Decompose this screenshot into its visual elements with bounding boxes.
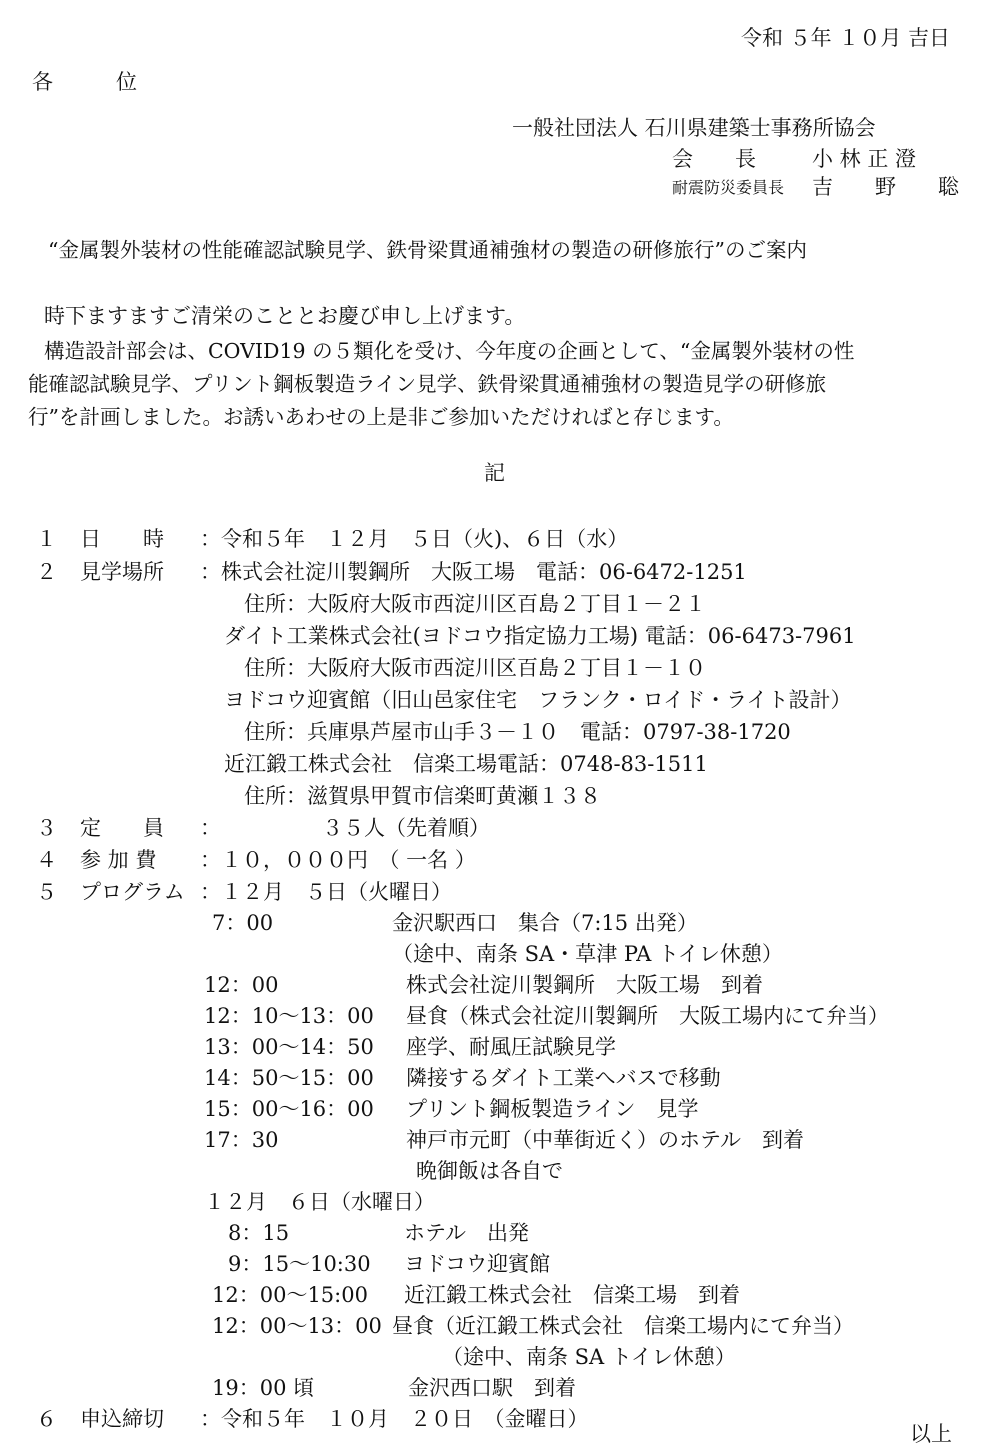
- item-number: ５: [36, 880, 57, 904]
- program-time: 13：00～14：50: [204, 1035, 374, 1059]
- visit-place-line-8: 住所：滋賀県甲賀市信楽町黄瀬１３８: [244, 784, 601, 808]
- program-time: 19：00 頃: [212, 1376, 315, 1400]
- ki-heading: 記: [484, 461, 505, 485]
- program-desc: プリント鋼板製造ライン 見学: [406, 1097, 699, 1121]
- body-line-3: 行”を計画しました。お誘いあわせの上是非ご参加いただければと存じます。: [28, 405, 734, 429]
- body-line-2: 能確認試験見学、プリント鋼板製造ライン見学、鉄骨梁貫通補強材の製造見学の研修旅: [28, 372, 827, 396]
- item-value-fee: ：１０，０００円 （ 一名 ）: [200, 848, 476, 872]
- item-label-deadline: 申込締切: [80, 1407, 164, 1431]
- program-desc: 株式会社淀川製鋼所 大阪工場 到着: [406, 973, 763, 997]
- sender1-title: 会 長: [672, 147, 756, 171]
- program-time: 12：10～13：00: [204, 1004, 374, 1028]
- program-desc: 晩御飯は各自で: [416, 1159, 563, 1183]
- visit-place-line-6: 住所：兵庫県芦屋市山手３－１０ 電話：0797-38-1720: [244, 720, 791, 744]
- program-desc: （途中、南条 SA・草津 PA トイレ休憩）: [392, 942, 783, 966]
- sender2-title: 耐震防災委員長: [672, 178, 785, 197]
- item-label-program: プログラム: [80, 880, 185, 904]
- program-time: 14：50～15：00: [204, 1066, 374, 1090]
- item-label-fee: 参 加 費: [80, 848, 157, 872]
- sender1-name: 小 林 正 澄: [812, 147, 917, 171]
- program-desc: 金沢駅西口 集合（7:15 出発）: [392, 911, 698, 935]
- greeting-paragraph: 時下ますますご清栄のこととお慶び申し上げます。: [44, 304, 526, 328]
- program-desc: 神戸市元町（中華街近く）のホテル 到着: [406, 1128, 804, 1152]
- program-time: 15：00～16：00: [204, 1097, 374, 1121]
- item-number: １: [36, 527, 57, 551]
- program-time: 12：00～13：00: [212, 1314, 382, 1338]
- program-desc: 座学、耐風圧試験見学: [406, 1035, 616, 1059]
- item-label-capacity: 定 員: [80, 816, 164, 840]
- visit-place-line-7: 近江鍛工株式会社 信楽工場電話：0748-83-1511: [224, 752, 708, 776]
- visit-place-line-1: ：株式会社淀川製鋼所 大阪工場 電話：06-6472-1251: [200, 560, 747, 584]
- program-desc: 昼食（株式会社淀川製鋼所 大阪工場内にて弁当）: [406, 1004, 889, 1028]
- visit-place-line-3: ダイト工業株式会社(ヨドコウ指定協力工場) 電話：06-6473-7961: [224, 624, 856, 648]
- item-number: ２: [36, 560, 57, 584]
- recipient: 各 位: [32, 70, 137, 94]
- program-day1-header: ：１２月 ５日（火曜日）: [200, 880, 452, 904]
- item-number: ３: [36, 816, 57, 840]
- visit-place-line-4: 住所：大阪府大阪市西淀川区百島２丁目１－１０: [244, 656, 706, 680]
- document-date: 令和 ５年 １０月 吉日: [740, 26, 950, 50]
- item-label-visit-place: 見学場所: [80, 560, 164, 584]
- program-desc: 近江鍛工株式会社 信楽工場 到着: [404, 1283, 740, 1307]
- program-time: 17：30: [204, 1128, 279, 1152]
- program-desc: 昼食（近江鍛工株式会社 信楽工場内にて弁当）: [392, 1314, 854, 1338]
- program-desc: 隣接するダイト工業へバスで移動: [406, 1066, 721, 1090]
- item-value-deadline: ：令和５年 １０月 ２０日 （金曜日）: [200, 1407, 589, 1431]
- program-desc: ホテル 出発: [404, 1221, 529, 1245]
- document-title: “金属製外装材の性能確認試験見学、鉄骨梁貫通補強材の製造の研修旅行”のご案内: [48, 238, 807, 262]
- sender-organization: 一般社団法人 石川県建築士事務所協会: [512, 116, 876, 140]
- item-colon: ：: [200, 816, 221, 840]
- item-number: ６: [36, 1407, 57, 1431]
- program-time: 12：00～15:00: [212, 1283, 368, 1307]
- item-label-datetime: 日 時: [80, 527, 164, 551]
- program-time: 12：00: [204, 973, 279, 997]
- program-time: 9：15～10:30: [228, 1252, 371, 1276]
- program-time: 8：15: [228, 1221, 290, 1245]
- body-line-1: 構造設計部会は、COVID19 の５類化を受け、今年度の企画として、“金属製外装材の性: [44, 339, 855, 363]
- visit-place-line-2: 住所：大阪府大阪市西淀川区百島２丁目１－２１: [244, 592, 706, 616]
- program-time: 7：00: [212, 911, 274, 935]
- closing-ijo: 以上: [910, 1422, 952, 1446]
- program-desc: （途中、南条 SA トイレ休憩）: [442, 1345, 736, 1369]
- item-value-datetime: ：令和５年 １２月 ５日（火)、６日（水）: [200, 527, 629, 551]
- program-desc: ヨドコウ迎賓館: [404, 1252, 551, 1276]
- item-number: ４: [36, 848, 57, 872]
- sender2-name: 吉 野 聡: [812, 175, 959, 199]
- program-desc: 金沢西口駅 到着: [408, 1376, 576, 1400]
- item-value-capacity: ３５人（先着順）: [322, 816, 490, 840]
- program-day2-header: １２月 ６日（水曜日）: [204, 1190, 435, 1214]
- visit-place-line-5: ヨドコウ迎賓館（旧山邑家住宅 フランク・ロイド・ライト設計）: [224, 688, 852, 712]
